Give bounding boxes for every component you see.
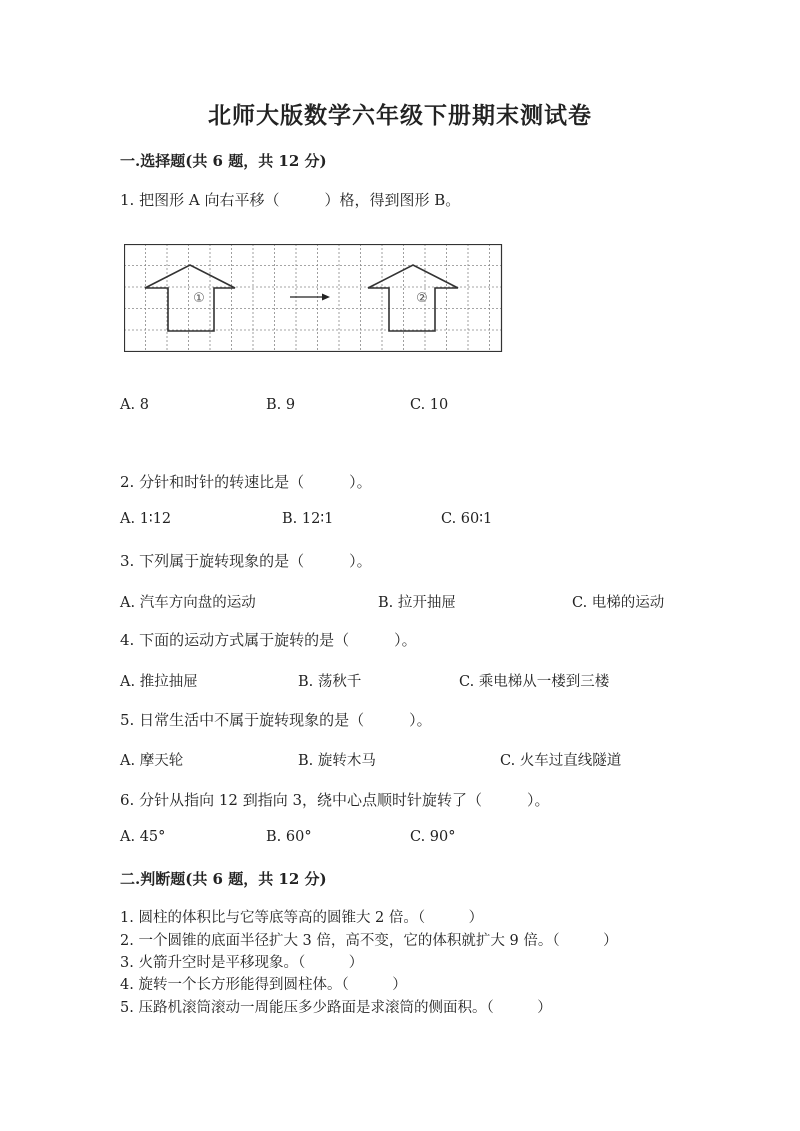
- question-1: 1. 把图形 A 向右平移（ ）格，得到图形 B。: [120, 191, 461, 209]
- option-2a[interactable]: A. 1∶12: [120, 511, 172, 527]
- true-false-item-3: 3. 火箭升空时是平移现象。（ ）: [120, 955, 364, 971]
- section-heading-choice: 一.选择题(共 6 题，共 12 分): [120, 152, 327, 170]
- option-4c[interactable]: C. 乘电梯从一楼到三楼: [459, 674, 610, 690]
- option-3a[interactable]: A. 汽车方向盘的运动: [120, 595, 256, 611]
- option-5b[interactable]: B. 旋转木马: [298, 753, 376, 769]
- option-3c[interactable]: C. 电梯的运动: [572, 595, 665, 611]
- question-2: 2. 分针和时针的转速比是（ ）。: [120, 473, 372, 491]
- true-false-item-1: 1. 圆柱的体积比与它等底等高的圆锥大 2 倍。（ ）: [120, 910, 484, 926]
- grid-border: [125, 245, 502, 352]
- option-5c[interactable]: C. 火车过直线隧道: [500, 753, 622, 769]
- shape-b-arrow: [368, 265, 458, 331]
- true-false-item-5: 5. 压路机滚筒滚动一周能压多少路面是求滚筒的侧面积。（ ）: [120, 1000, 552, 1016]
- option-1b[interactable]: B. 9: [266, 397, 296, 413]
- option-2b[interactable]: B. 12∶1: [282, 511, 334, 527]
- true-false-item-2: 2. 一个圆锥的底面半径扩大 3 倍，高不变，它的体积就扩大 9 倍。（ ）: [120, 933, 618, 949]
- question-6: 6. 分针从指向 12 到指向 3，绕中心点顺时针旋转了（ ）。: [120, 791, 550, 809]
- option-6a[interactable]: A. 45°: [120, 829, 166, 845]
- option-2c[interactable]: C. 60∶1: [441, 511, 493, 527]
- option-3b[interactable]: B. 拉开抽屉: [378, 595, 456, 611]
- translation-grid-figure: [124, 244, 504, 352]
- option-4a[interactable]: A. 推拉抽屉: [120, 674, 198, 690]
- question-4: 4. 下面的运动方式属于旋转的是（ ）。: [120, 631, 417, 649]
- page-title: 北师大版数学六年级下册期末测试卷: [208, 102, 592, 129]
- option-1c[interactable]: C. 10: [410, 397, 449, 413]
- shape-a-arrow: [145, 265, 235, 331]
- option-1a[interactable]: A. 8: [120, 397, 149, 413]
- shape-b-label: ②: [416, 291, 428, 306]
- question-3: 3. 下列属于旋转现象的是（ ）。: [120, 552, 372, 570]
- shape-a-label: ①: [193, 291, 205, 306]
- option-6c[interactable]: C. 90°: [410, 829, 456, 845]
- question-5: 5. 日常生活中不属于旋转现象的是（ ）。: [120, 711, 432, 729]
- option-5a[interactable]: A. 摩天轮: [120, 753, 184, 769]
- option-6b[interactable]: B. 60°: [266, 829, 312, 845]
- section-heading-true-false: 二.判断题(共 6 题，共 12 分): [120, 870, 327, 888]
- true-false-item-4: 4. 旋转一个长方形能得到圆柱体。（ ）: [120, 977, 407, 993]
- option-4b[interactable]: B. 荡秋千: [298, 674, 362, 690]
- translation-arrow-head: [322, 294, 330, 301]
